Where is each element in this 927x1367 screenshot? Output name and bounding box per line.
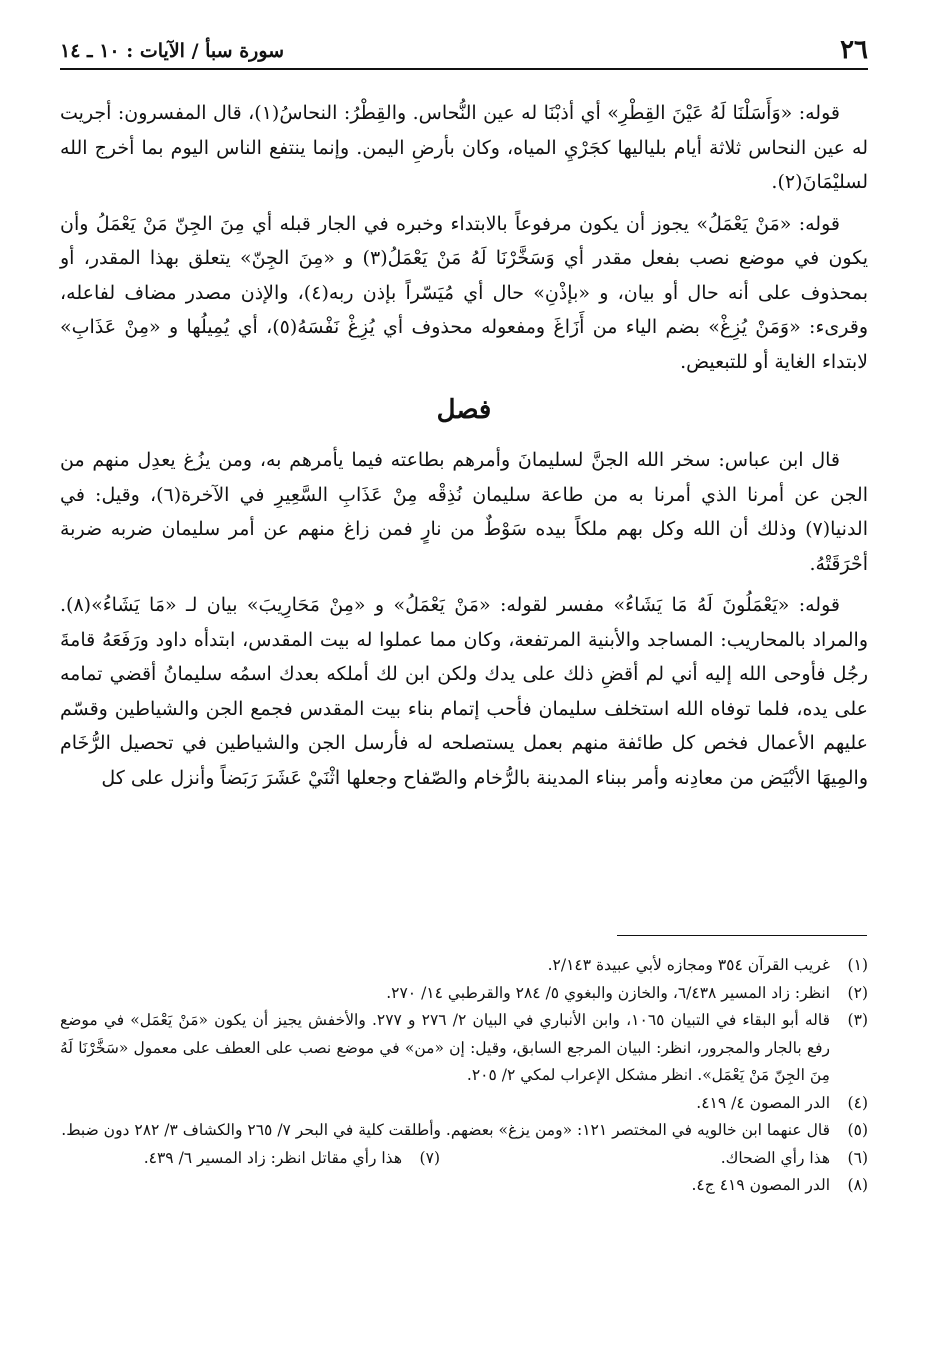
- footnote-text: انظر: زاد المسير ٦/٤٣٨، والخازن والبغوي ٥/ ٢٨٤ والقرطبي ١٤/ ٢٧٠.: [386, 983, 830, 1002]
- page-header: [60, 34, 868, 70]
- footnote-number: (٥): [847, 1121, 868, 1139]
- footnote: [60, 1145, 440, 1173]
- footnote-text: قاله أبو البقاء في التبيان ١٠٦٥، وابن الأنباري في البيان ٢/ ٢٧٦ و ٢٧٧. والأخفش يجيز أن يكون «مَنْ يَعْمَل» في موضع رفع بالجار والمجرور، انظر: البيان المرجع السابق، وقيل: إن «من» في موضع نصب على العطف على معمول «سَخَّرْنَا لَهُ مِنَ الجِنّ مَنْ يَعْمَل». انظر مشكل الإعراب لمكي ٢/ ٢٠٥.: [60, 1011, 830, 1084]
- footnote-row: [60, 1145, 868, 1173]
- running-title: سورة سبأ / الآيات : ١٠ ـ ١٤: [60, 40, 285, 62]
- footnote-text: قال عنهما ابن خالويه في المختصر ١٢١: «ومن يزغ» بعضهم. وأطلقت كلية في البحر ٧/ ٢٦٥ والكشاف ٣/ ٢٨٢ دون ضبط.: [61, 1121, 830, 1139]
- footnote-number: (٤): [847, 1093, 868, 1112]
- footnote: [60, 980, 868, 1008]
- paragraph: قال ابن عباس: سخر الله الجنَّ لسليمانَ وأمرهم بطاعته فيما يأمرهم به، ومن يزُغ يعدِل منهم من الجن عن أمرنا الذي أمرنا به من طاعة سليمان نُذِقْه مِنْ عَذَابِ السَّعِيرِ في الآخرة(٦)، وقيل: في الدنيا(٧) وذلك أن الله وكل بهم ملكاً بيده سَوْطٌ من نارٍ فمن زاغ منهم عن أمر سليمان ضربه ضربة أحْرَقَتْهُ.: [60, 449, 868, 575]
- paragraph: قوله: «يَعْمَلُونَ لَهُ مَا يَشَاءُ» مفسر لقوله: «مَنْ يَعْمَلُ» و «مِنْ مَحَارِيبَ» بيان لـ «مَا يَشَاءُ»(٨). والمراد بالمحاريب: المساجد والأبنية المرتفعة، وكان مما عملوا له بيت المقدس، ابتدأه داود ورَفَعَهُ قامةَ رجُل فأوحى الله إليه أني لم أقضِ ذلك على يدك ولكن ابن لك أملكه بعدك اسمُه سليمانُ أقضي تمامه على يده، فلما توفاه الله استخلف سليمان فأحب إتمام بناء بيت المقدس فجمع الجن والشياطين وقسّم عليهم الأعمال فخص كل طائفة منهم بعمل يستصلحه له فأرسل الجن والشياطين في تحصيل الرُّخَام والمِيهَا الأبْيَض من معادِنه وأمر ببناء المدينة بالرُّخام والصّفاح وجعلها اثْنَيْ عَشَرَ رَبَضاً وأنزل على كل: [60, 594, 868, 789]
- footnote-number: (٢): [847, 983, 868, 1002]
- footnote-separator: [617, 935, 867, 936]
- footnote-number: (٦): [847, 1148, 868, 1167]
- paragraph: قوله: «مَنْ يَعْمَلُ» يجوز أن يكون مرفوعاً بالابتداء وخبره في الجار قبله أي مِنَ الجِنّ مَنْ يَعْمَلُ وأن يكون في موضع نصب بفعل مقدر أي وَسَخَّرْنَا لَهُ مَنْ يَعْمَلُ(٣) و «مِنَ الجِنّ» يتعلق بهذا المقدر، أو بمحذوف على أنه حال أو بيان، و «بإذْنِ» حال أي مُيَسّراً بإذن ربه(٤)، والإذن مصدر مضاف لفاعله، وقرىء: «وَمَنْ يُزِغْ» بضم الياء من أَزَاغَ ومفعوله محذوف أي يُزِغْ نَفْسَهُ(٥)، أي يُمِيلُها و «مِنْ عَذَابِ» لابتداء الغاية أو للتبعيض.: [60, 212, 869, 373]
- footnote: [60, 1007, 868, 1090]
- footnote: [60, 1172, 868, 1200]
- footnote-number: (٧): [419, 1148, 440, 1167]
- footnote: [60, 1090, 868, 1118]
- footnote-text: الدر المصون ٤/ ٤١٩.: [696, 1093, 830, 1112]
- footnote-text: هذا رأي الضحاك.: [720, 1148, 830, 1167]
- main-text: [60, 96, 868, 802]
- footnote-text: هذا رأي مقاتل انظر: زاد المسير ٦/ ٤٣٩.: [143, 1148, 402, 1167]
- footnote: [440, 1145, 868, 1173]
- page-number: ٢٦: [840, 35, 868, 65]
- footnote-text: الدر المصون ٤١٩ ج٤.: [691, 1176, 830, 1194]
- paragraph: قوله: «وَأَسَلْنَا لَهُ عَيْنَ القِطْرِ» أي أذبْنَا له عين النُّحاس. والقِطْرُ: النحاسُ(١)، قال المفسرون: أجريت له عين النحاس ثلاثة أيام بلياليها كجَرْيِ المياه، وكان بأرضِ اليمن. وإنما ينتفع الناس اليوم بما أخرج الله لسليْمَانَ(٢).: [60, 102, 868, 193]
- footnote-number: (١): [847, 956, 868, 974]
- footnote-number: (٣): [847, 1011, 868, 1029]
- section-heading: فصل: [436, 395, 492, 425]
- footnote: [60, 952, 868, 980]
- footnotes: [60, 952, 868, 1200]
- footnote-text: غريب القرآن ٣٥٤ ومجازه لأبي عبيدة ٢/١٤٣.: [547, 956, 830, 974]
- footnote-number: (٨): [847, 1176, 868, 1194]
- footnote: [60, 1117, 868, 1145]
